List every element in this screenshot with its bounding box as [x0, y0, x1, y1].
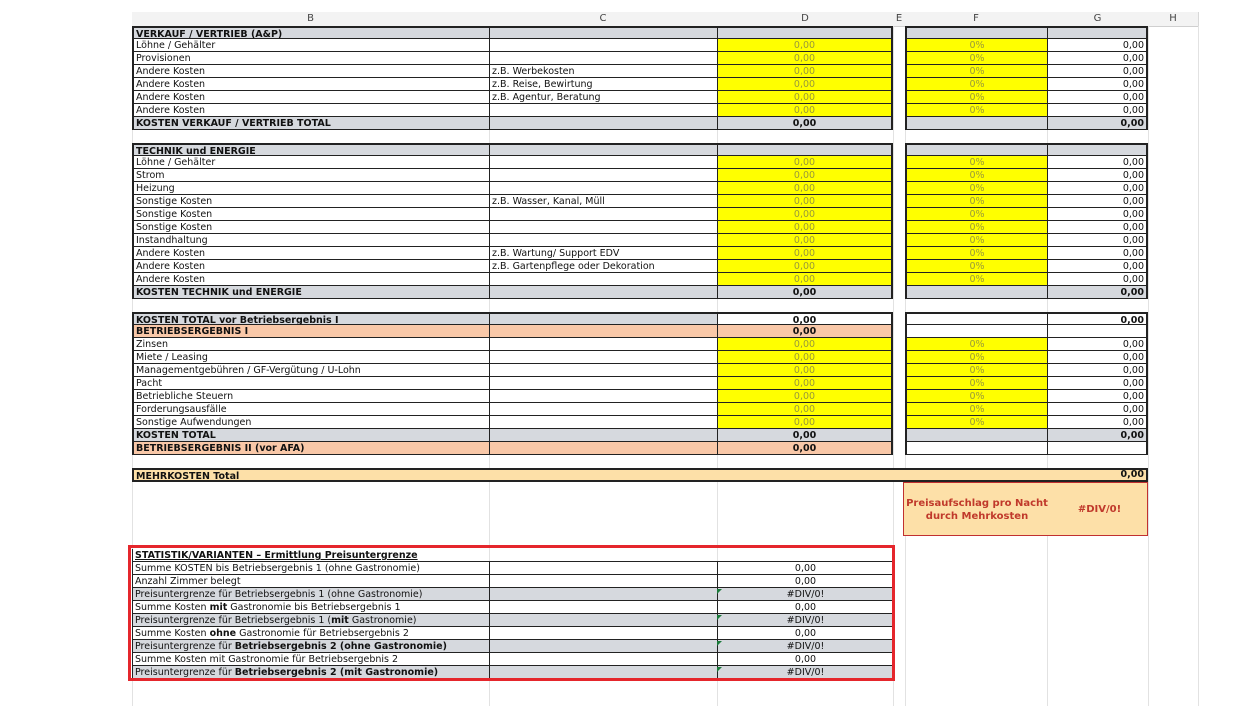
- amount-result[interactable]: 0,00: [1047, 364, 1148, 377]
- row-note[interactable]: [489, 156, 717, 169]
- error-indicator-icon: [717, 589, 722, 594]
- label-text: Gastronomie bis Betriebsergebnis 1: [227, 602, 401, 613]
- cell-c[interactable]: [489, 429, 717, 442]
- row-label[interactable]: Forderungsausfälle: [132, 403, 489, 416]
- total-result[interactable]: 0,00: [1047, 117, 1148, 130]
- total-value[interactable]: 0,00: [717, 286, 893, 299]
- statistik-cell-c[interactable]: [489, 614, 717, 627]
- row-label[interactable]: Sonstige Kosten: [132, 221, 489, 234]
- row-label[interactable]: Löhne / Gehälter: [132, 156, 489, 169]
- statistik-value[interactable]: 0,00: [717, 601, 893, 614]
- total-result[interactable]: 0,00: [1047, 429, 1148, 442]
- row-label[interactable]: Sonstige Kosten: [132, 208, 489, 221]
- preisaufschlag-value: #DIV/0!: [1077, 504, 1122, 515]
- row-label[interactable]: Andere Kosten: [132, 78, 489, 91]
- row-note[interactable]: z.B. Werbekosten: [489, 65, 717, 78]
- statistik-cell-c[interactable]: [489, 562, 717, 575]
- error-indicator-icon: [717, 667, 722, 672]
- technik-row: [0, 182, 1255, 195]
- total-value[interactable]: 0,00: [717, 117, 893, 130]
- cell-g[interactable]: [1047, 442, 1148, 455]
- statistik-value[interactable]: 0,00: [717, 575, 893, 588]
- amount-input[interactable]: 0,00: [717, 156, 893, 169]
- label-bold-text: mit: [331, 615, 349, 626]
- percent-input[interactable]: 0%: [905, 65, 1047, 78]
- technik-row: [0, 273, 1255, 286]
- row-label[interactable]: Andere Kosten: [132, 273, 489, 286]
- amount-input[interactable]: 0,00: [717, 351, 893, 364]
- row-note[interactable]: [489, 364, 717, 377]
- aufwand-row: [0, 364, 1255, 377]
- row-label[interactable]: Provisionen: [132, 52, 489, 65]
- technik-row: [0, 156, 1255, 169]
- technik-row: [0, 169, 1255, 182]
- row-note[interactable]: z.B. Reise, Bewirtung: [489, 78, 717, 91]
- statistik-label[interactable]: [132, 666, 489, 679]
- total-label[interactable]: KOSTEN TECHNIK und ENERGIE: [132, 286, 489, 299]
- statistik-value[interactable]: #DIV/0!: [717, 588, 893, 601]
- cell-f[interactable]: [905, 325, 1047, 338]
- statistik-cell-c[interactable]: [489, 575, 717, 588]
- technik-row: [0, 234, 1255, 247]
- mehrkosten-label[interactable]: MEHRKOSTEN Total: [132, 468, 1148, 482]
- amount-result[interactable]: 0,00: [1047, 403, 1148, 416]
- row-label[interactable]: Miete / Leasing: [132, 351, 489, 364]
- cell-c[interactable]: [489, 286, 717, 299]
- statistik-label[interactable]: [132, 601, 489, 614]
- amount-input[interactable]: 0,00: [717, 416, 893, 429]
- aufwand-row: [0, 403, 1255, 416]
- amount-input[interactable]: 0,00: [717, 78, 893, 91]
- percent-input[interactable]: 0%: [905, 78, 1047, 91]
- statistik-title-row: [0, 549, 1255, 562]
- section-title[interactable]: TECHNIK und ENERGIE: [132, 143, 489, 156]
- cell-c[interactable]: [489, 143, 717, 156]
- statistik-label[interactable]: [132, 640, 489, 653]
- row-note[interactable]: [489, 169, 717, 182]
- amount-result[interactable]: 0,00: [1047, 221, 1148, 234]
- mehrkosten-total-row: [0, 468, 1255, 482]
- row-label[interactable]: Pacht: [132, 377, 489, 390]
- amount-input[interactable]: 0,00: [717, 169, 893, 182]
- amount-input[interactable]: 0,00: [717, 403, 893, 416]
- row-note[interactable]: [489, 52, 717, 65]
- technik-row: [0, 247, 1255, 260]
- amount-result[interactable]: 0,00: [1047, 182, 1148, 195]
- percent-input[interactable]: 0%: [905, 403, 1047, 416]
- percent-input[interactable]: 0%: [905, 182, 1047, 195]
- statistik-value[interactable]: 0,00: [717, 627, 893, 640]
- amount-result[interactable]: 0,00: [1047, 104, 1148, 117]
- row-label[interactable]: Andere Kosten: [132, 104, 489, 117]
- cell-d[interactable]: [717, 26, 893, 39]
- statistik-label[interactable]: [132, 614, 489, 627]
- result-label[interactable]: BETRIEBSERGEBNIS II (vor AFA): [132, 442, 489, 455]
- row-note[interactable]: z.B. Wartung/ Support EDV: [489, 247, 717, 260]
- statistik-label[interactable]: [132, 627, 489, 640]
- percent-input[interactable]: 0%: [905, 260, 1047, 273]
- mehrkosten-value[interactable]: 0,00: [1120, 469, 1144, 480]
- total-label[interactable]: KOSTEN VERKAUF / VERTRIEB TOTAL: [132, 117, 489, 130]
- amount-input[interactable]: 0,00: [717, 221, 893, 234]
- statistik-cell-c[interactable]: [489, 666, 717, 679]
- amount-result[interactable]: 0,00: [1047, 208, 1148, 221]
- amount-input[interactable]: 0,00: [717, 182, 893, 195]
- amount-result[interactable]: 0,00: [1047, 169, 1148, 182]
- technik-row: [0, 260, 1255, 273]
- percent-input[interactable]: 0%: [905, 91, 1047, 104]
- statistik-cell-c[interactable]: [489, 601, 717, 614]
- amount-input[interactable]: 0,00: [717, 39, 893, 52]
- percent-input[interactable]: 0%: [905, 273, 1047, 286]
- statistik-row: [0, 640, 1255, 653]
- row-note[interactable]: [489, 403, 717, 416]
- label-text: Summe KOSTEN bis Betriebsergebnis 1 (ohne Gastronomie): [135, 563, 420, 574]
- aufwand-row: [0, 377, 1255, 390]
- statistik-row: [0, 601, 1255, 614]
- amount-result[interactable]: 0,00: [1047, 351, 1148, 364]
- cell-g[interactable]: [1047, 26, 1148, 39]
- statistik-value[interactable]: 0,00: [717, 653, 893, 666]
- row-note[interactable]: [489, 273, 717, 286]
- betriebsergebnis-2-row: [0, 442, 1255, 455]
- total-result[interactable]: 0,00: [1047, 312, 1148, 325]
- row-label[interactable]: Löhne / Gehälter: [132, 39, 489, 52]
- statistik-row: [0, 575, 1255, 588]
- amount-result[interactable]: 0,00: [1047, 260, 1148, 273]
- percent-input[interactable]: 0%: [905, 195, 1047, 208]
- statistik-cell-c[interactable]: [489, 653, 717, 666]
- amount-input[interactable]: 0,00: [717, 390, 893, 403]
- row-label[interactable]: Instandhaltung: [132, 234, 489, 247]
- row-note[interactable]: [489, 377, 717, 390]
- row-label[interactable]: Strom: [132, 169, 489, 182]
- cell-c[interactable]: [489, 312, 717, 325]
- row-note[interactable]: [489, 351, 717, 364]
- error-indicator-icon: [717, 615, 722, 620]
- aufwand-row: [0, 390, 1255, 403]
- amount-result[interactable]: 0,00: [1047, 195, 1148, 208]
- row-note[interactable]: [489, 39, 717, 52]
- statistik-label[interactable]: [132, 653, 489, 666]
- amount-input[interactable]: 0,00: [717, 65, 893, 78]
- statistik-cell-c[interactable]: [489, 588, 717, 601]
- column-header-g[interactable]: G: [1047, 12, 1149, 27]
- statistik-row: [0, 653, 1255, 666]
- cell-g[interactable]: [1047, 325, 1148, 338]
- technik-row: [0, 221, 1255, 234]
- row-label[interactable]: Sonstige Kosten: [132, 195, 489, 208]
- result-label[interactable]: BETRIEBSERGEBNIS I: [132, 325, 489, 338]
- amount-input[interactable]: 0,00: [717, 364, 893, 377]
- label-text: Summe Kosten mit Gastronomie für Betriebsergebnis 2: [135, 654, 399, 665]
- amount-result[interactable]: 0,00: [1047, 78, 1148, 91]
- percent-input[interactable]: 0%: [905, 377, 1047, 390]
- row-label[interactable]: Betriebliche Steuern: [132, 390, 489, 403]
- amount-input[interactable]: 0,00: [717, 104, 893, 117]
- statistik-label[interactable]: [132, 575, 489, 588]
- cell-d[interactable]: [717, 143, 893, 156]
- aufwand-row: [0, 416, 1255, 429]
- label-text: Gastronomie für Betriebsergebnis 2: [236, 628, 409, 639]
- mehrkosten-note: [903, 482, 1148, 536]
- amount-result[interactable]: 0,00: [1047, 91, 1148, 104]
- row-label[interactable]: Sonstige Aufwendungen: [132, 416, 489, 429]
- percent-input[interactable]: 0%: [905, 234, 1047, 247]
- technik-row: [0, 208, 1255, 221]
- section-verkauf-header: [0, 26, 1255, 39]
- total-value[interactable]: 0,00: [717, 312, 893, 325]
- label-text: Preisuntergrenze für: [135, 641, 235, 652]
- statistik-cell-c[interactable]: [489, 640, 717, 653]
- amount-input[interactable]: 0,00: [717, 52, 893, 65]
- statistik-value[interactable]: #DIV/0!: [717, 640, 893, 653]
- row-label[interactable]: Heizung: [132, 182, 489, 195]
- betriebsergebnis-1-row: [0, 325, 1255, 338]
- amount-result[interactable]: 0,00: [1047, 273, 1148, 286]
- section-title[interactable]: VERKAUF / VERTRIEB (A&P): [132, 26, 489, 39]
- statistik-row: [0, 588, 1255, 601]
- kosten-total-row: [0, 429, 1255, 442]
- row-label[interactable]: Andere Kosten: [132, 65, 489, 78]
- amount-input[interactable]: 0,00: [717, 208, 893, 221]
- label-bold-text: ohne: [209, 628, 237, 639]
- amount-result[interactable]: 0,00: [1047, 416, 1148, 429]
- technik-row: [0, 195, 1255, 208]
- verkauf-row: [0, 104, 1255, 117]
- column-header-d[interactable]: D: [717, 12, 894, 27]
- label-text: Preisuntergrenze für: [135, 667, 235, 678]
- kosten-total-vor-be1-row: [0, 312, 1255, 325]
- percent-input[interactable]: 0%: [905, 52, 1047, 65]
- amount-result[interactable]: 0,00: [1047, 156, 1148, 169]
- amount-input[interactable]: 0,00: [717, 195, 893, 208]
- percent-input[interactable]: 0%: [905, 221, 1047, 234]
- percent-input[interactable]: 0%: [905, 156, 1047, 169]
- label-text: Summe Kosten: [135, 628, 210, 639]
- amount-input[interactable]: 0,00: [717, 260, 893, 273]
- statistik-row: [0, 614, 1255, 627]
- amount-result[interactable]: 0,00: [1047, 247, 1148, 260]
- row-note[interactable]: [489, 221, 717, 234]
- amount-result[interactable]: 0,00: [1047, 234, 1148, 247]
- row-note[interactable]: z.B. Gartenpflege oder Dekoration: [489, 260, 717, 273]
- row-note[interactable]: [489, 390, 717, 403]
- column-header-h[interactable]: H: [1148, 12, 1199, 27]
- column-header-b[interactable]: B: [132, 12, 490, 27]
- label-bold-text: Betriebsergebnis 2 (ohne Gastronomie): [234, 641, 447, 652]
- amount-input[interactable]: 0,00: [717, 338, 893, 351]
- verkauf-row: [0, 65, 1255, 78]
- label-bold-text: mit: [209, 602, 228, 613]
- amount-result[interactable]: 0,00: [1047, 377, 1148, 390]
- cell-f[interactable]: [905, 442, 1047, 455]
- cell-c[interactable]: [489, 325, 717, 338]
- amount-input[interactable]: 0,00: [717, 273, 893, 286]
- statistik-value[interactable]: #DIV/0!: [717, 614, 893, 627]
- row-label[interactable]: Andere Kosten: [132, 247, 489, 260]
- row-note[interactable]: [489, 208, 717, 221]
- percent-input[interactable]: 0%: [905, 169, 1047, 182]
- label-text: Summe Kosten: [135, 602, 210, 613]
- percent-input[interactable]: 0%: [905, 247, 1047, 260]
- total-label[interactable]: KOSTEN TOTAL: [132, 429, 489, 442]
- statistik-row: [0, 666, 1255, 679]
- amount-input[interactable]: 0,00: [717, 234, 893, 247]
- cell-g[interactable]: [1047, 143, 1148, 156]
- percent-input[interactable]: 0%: [905, 338, 1047, 351]
- label-bold-text: Betriebsergebnis 2 (mit Gastronomie): [234, 667, 439, 678]
- percent-input[interactable]: 0%: [905, 351, 1047, 364]
- row-note[interactable]: [489, 182, 717, 195]
- cell-f[interactable]: [905, 26, 1047, 39]
- aufwand-row: [0, 351, 1255, 364]
- cell-f[interactable]: [905, 429, 1047, 442]
- cell-c[interactable]: [489, 117, 717, 130]
- statistik-cell-c[interactable]: [489, 627, 717, 640]
- percent-input[interactable]: 0%: [905, 364, 1047, 377]
- amount-result[interactable]: 0,00: [1047, 39, 1148, 52]
- cell-c[interactable]: [489, 442, 717, 455]
- cell-f[interactable]: [905, 286, 1047, 299]
- column-header-c[interactable]: C: [489, 12, 718, 27]
- cell-f[interactable]: [905, 312, 1047, 325]
- statistik-row: [0, 627, 1255, 640]
- verkauf-row: [0, 78, 1255, 91]
- verkauf-row: [0, 91, 1255, 104]
- statistik-label[interactable]: [132, 588, 489, 601]
- amount-result[interactable]: 0,00: [1047, 390, 1148, 403]
- cell-f[interactable]: [905, 143, 1047, 156]
- row-note[interactable]: [489, 104, 717, 117]
- percent-input[interactable]: 0%: [905, 208, 1047, 221]
- row-note[interactable]: [489, 416, 717, 429]
- label-text: Anzahl Zimmer belegt: [135, 576, 241, 587]
- percent-input[interactable]: 0%: [905, 416, 1047, 429]
- row-note[interactable]: z.B. Agentur, Beratung: [489, 91, 717, 104]
- total-value[interactable]: 0,00: [717, 429, 893, 442]
- preisaufschlag-label: Preisaufschlag pro Nacht durch Mehrkosten: [906, 498, 1048, 522]
- row-label[interactable]: Managementgebühren / GF-Vergütung / U-Lohn: [132, 364, 489, 377]
- section-technik-header: [0, 143, 1255, 156]
- statistik-value[interactable]: 0,00: [717, 562, 893, 575]
- statistik-row: [0, 562, 1255, 575]
- label-text: Preisuntergrenze für Betriebsergebnis 1 (: [135, 615, 332, 626]
- amount-input[interactable]: 0,00: [717, 377, 893, 390]
- verkauf-row: [0, 39, 1255, 52]
- verkauf-total-row: [0, 117, 1255, 130]
- column-header-f[interactable]: F: [905, 12, 1048, 27]
- result-value[interactable]: 0,00: [717, 442, 893, 455]
- technik-total-row: [0, 286, 1255, 299]
- amount-input[interactable]: 0,00: [717, 247, 893, 260]
- row-note[interactable]: z.B. Wasser, Kanal, Müll: [489, 195, 717, 208]
- result-value[interactable]: 0,00: [717, 325, 893, 338]
- statistik-label[interactable]: [132, 562, 489, 575]
- row-label[interactable]: Zinsen: [132, 338, 489, 351]
- amount-result[interactable]: 0,00: [1047, 52, 1148, 65]
- cell-f[interactable]: [905, 117, 1047, 130]
- label-text: Gastronomie): [348, 615, 417, 626]
- percent-input[interactable]: 0%: [905, 39, 1047, 52]
- row-note[interactable]: [489, 234, 717, 247]
- column-header-e[interactable]: E: [893, 12, 906, 27]
- row-label[interactable]: Andere Kosten: [132, 260, 489, 273]
- row-label[interactable]: Andere Kosten: [132, 91, 489, 104]
- cell-c[interactable]: [489, 26, 717, 39]
- error-indicator-icon: [717, 641, 722, 646]
- amount-result[interactable]: 0,00: [1047, 338, 1148, 351]
- statistik-value[interactable]: #DIV/0!: [717, 666, 893, 679]
- statistik-title[interactable]: STATISTIK/VARIANTEN – Ermittlung Preisuntergrenze: [132, 549, 893, 562]
- amount-result[interactable]: 0,00: [1047, 65, 1148, 78]
- row-note[interactable]: [489, 338, 717, 351]
- aufwand-row: [0, 338, 1255, 351]
- total-result[interactable]: 0,00: [1047, 286, 1148, 299]
- label-text: Preisuntergrenze für Betriebsergebnis 1 (ohne Gastronomie): [135, 589, 423, 600]
- verkauf-row: [0, 52, 1255, 65]
- amount-input[interactable]: 0,00: [717, 91, 893, 104]
- percent-input[interactable]: 0%: [905, 390, 1047, 403]
- total-label[interactable]: KOSTEN TOTAL vor Betriebsergebnis I: [132, 312, 489, 325]
- percent-input[interactable]: 0%: [905, 104, 1047, 117]
